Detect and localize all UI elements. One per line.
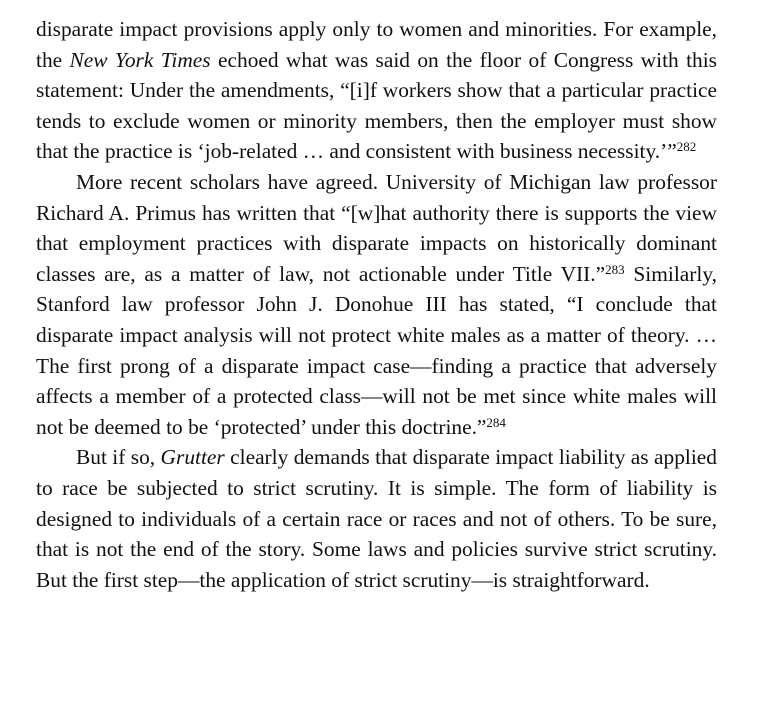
footnote-ref-283: 283 xyxy=(605,261,625,277)
footnote-ref-282: 282 xyxy=(676,139,697,155)
paragraph-text: But if so, xyxy=(76,445,161,470)
paragraph-text: echoed what was said on the floor of Congress with this statement: Under the amendments, “[i]f workers show that a particular practice tends to exclude women or minority members, then the employer must show that the practice is ‘job-related … and consistent with business necessity.’” xyxy=(36,47,717,164)
document-page xyxy=(36,14,717,595)
footnote-ref-284: 284 xyxy=(486,414,506,430)
case-name: Grutter xyxy=(160,445,225,470)
paragraph-1 xyxy=(36,14,717,167)
publication-title: New York Times xyxy=(69,47,211,72)
paragraph-text: More recent scholars have agreed. University of Michigan law professor Richard A. Primus has written that “[w]hat authority there is supports the view that employment practices with disparate impacts on historically dominant classes are, as a matter of law, not actionable under Title VII.” xyxy=(36,169,717,286)
paragraph-text: Similarly, Stanford law professor John J. Donohue III has stated, “I conclude that disparate impact analysis will not protect white males as a matter of theory. … The first prong of a disparate impact case—finding a practice that adversely affects a member of a protected class—will not be met since white males will not be deemed to be ‘protected’ under this doctrine.” xyxy=(36,261,717,439)
paragraph-2 xyxy=(36,167,717,442)
paragraph-text: clearly demands that disparate impact liability as applied to race be subjected to strict scrutiny. It is simple. The form of liability is designed to individuals of a certain race or races and not of others. To be sure, that is not the end of the story. Some laws and policies survive strict scrutiny. But the first step—the application of strict scrutiny—is straightforward. xyxy=(36,445,717,592)
paragraph-3 xyxy=(36,442,717,595)
paragraph-text: disparate impact provisions apply only to women and minorities. For example, the xyxy=(36,17,717,72)
